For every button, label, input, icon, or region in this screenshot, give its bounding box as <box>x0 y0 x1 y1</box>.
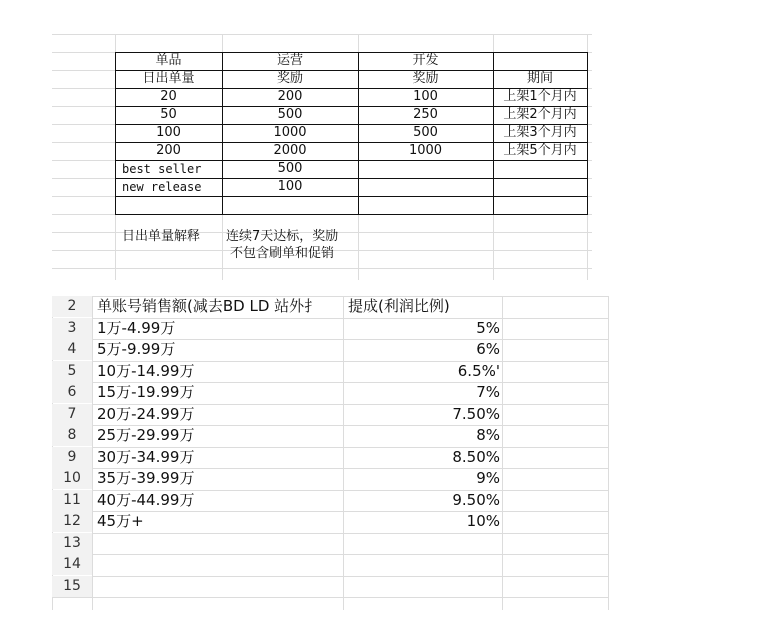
table-cell: 20 <box>160 89 177 104</box>
gridline-horizontal <box>52 268 592 269</box>
sales-range-cell: 10万-14.99万 <box>97 362 195 380</box>
sales-range-cell: 15万-19.99万 <box>97 383 195 401</box>
header-cell: 日出单量 <box>142 71 195 86</box>
row-header[interactable]: 7 <box>52 404 92 425</box>
row-header[interactable]: 12 <box>52 511 92 532</box>
row-header[interactable]: 13 <box>52 533 92 554</box>
header-cell <box>493 52 587 70</box>
header-cell: 开发 <box>412 53 439 68</box>
table-cell: 上架2个月内 <box>503 107 577 122</box>
gridline-vertical <box>92 296 93 610</box>
column-header-commission: 提成(利润比例) <box>348 297 450 315</box>
commission-sheet-bottom <box>52 296 608 610</box>
table-cell: new release <box>122 180 202 194</box>
commission-rate-cell: 5% <box>476 319 500 337</box>
sales-range-cell: 35万-39.99万 <box>97 469 195 487</box>
note-label: 日出单量解释 <box>122 229 201 244</box>
gridline-vertical <box>608 296 609 610</box>
table-cell: 50 <box>160 107 177 122</box>
row-header[interactable]: 6 <box>52 382 92 403</box>
sales-range-cell: 25万-29.99万 <box>97 426 195 444</box>
table-cell: 上架3个月内 <box>503 125 577 140</box>
sales-range-cell: 20万-24.99万 <box>97 405 195 423</box>
sales-range-cell: 1万-4.99万 <box>97 319 176 337</box>
gridline-horizontal <box>52 554 608 555</box>
row-header[interactable]: 3 <box>52 318 92 339</box>
table-border-horizontal <box>115 196 588 197</box>
commission-rate-cell: 7.50% <box>452 405 500 423</box>
row-header[interactable]: 14 <box>52 554 92 575</box>
commission-rate-cell: 9.50% <box>452 491 500 509</box>
header-cell: 单品 <box>155 53 182 68</box>
table-cell <box>358 160 493 178</box>
sales-range-cell: 5万-9.99万 <box>97 340 176 358</box>
row-header[interactable]: 11 <box>52 490 92 511</box>
commission-rate-cell: 6% <box>476 340 500 358</box>
row-header[interactable]: 4 <box>52 339 92 360</box>
gridline-vertical <box>502 296 503 610</box>
row-header[interactable]: 15 <box>52 576 92 597</box>
table-border-horizontal <box>115 214 588 215</box>
table-cell: 上架5个月内 <box>503 143 577 158</box>
table-cell: 200 <box>277 89 303 104</box>
row-header[interactable]: 8 <box>52 425 92 446</box>
commission-rate-cell: 7% <box>476 383 500 401</box>
commission-sheet-top <box>52 34 592 280</box>
gridline-horizontal <box>52 576 608 577</box>
column-header-sales: 单账号销售额(减去BD LD 站外扌 <box>97 297 320 315</box>
table-cell: 200 <box>156 143 181 158</box>
header-cell: 运营 <box>276 53 303 68</box>
gridline-horizontal <box>52 597 608 598</box>
table-cell: best seller <box>122 162 202 176</box>
table-cell: 500 <box>413 125 438 140</box>
table-cell: 100 <box>277 179 303 194</box>
row-header[interactable]: 10 <box>52 468 92 489</box>
gridline-horizontal <box>52 34 592 35</box>
table-cell: 250 <box>413 107 438 122</box>
table-cell <box>358 178 493 196</box>
header-cell: 奖励 <box>276 71 303 86</box>
table-cell: 1000 <box>408 143 443 158</box>
note-line-2: 不包含刷单和促销 <box>230 246 335 261</box>
commission-rate-cell: 8% <box>476 426 500 444</box>
sales-range-cell: 30万-34.99万 <box>97 448 195 466</box>
table-cell: 100 <box>413 89 438 104</box>
commission-rate-cell: 10% <box>466 512 500 530</box>
table-cell: 1000 <box>273 125 307 140</box>
table-cell: 500 <box>277 161 303 176</box>
table-cell: 500 <box>277 107 303 122</box>
table-border-vertical <box>587 52 588 214</box>
row-header[interactable]: 5 <box>52 361 92 382</box>
header-cell: 奖励 <box>412 71 439 86</box>
table-cell: 上架1个月内 <box>503 89 577 104</box>
row-header[interactable]: 9 <box>52 447 92 468</box>
table-cell: 100 <box>156 125 181 140</box>
note-line-1: 连续7天达标，奖励 <box>226 229 339 244</box>
commission-rate-cell: 6.5%' <box>457 362 500 380</box>
row-header[interactable]: 2 <box>52 296 92 317</box>
table-cell: 2000 <box>273 143 307 158</box>
table-cell <box>493 178 587 196</box>
table-cell <box>493 160 587 178</box>
commission-rate-cell: 9% <box>476 469 500 487</box>
commission-rate-cell: 8.50% <box>452 448 500 466</box>
header-cell: 期间 <box>526 71 553 86</box>
sales-range-cell: 40万-44.99万 <box>97 491 195 509</box>
sales-range-cell: 45万+ <box>97 512 144 530</box>
gridline-horizontal <box>52 533 608 534</box>
